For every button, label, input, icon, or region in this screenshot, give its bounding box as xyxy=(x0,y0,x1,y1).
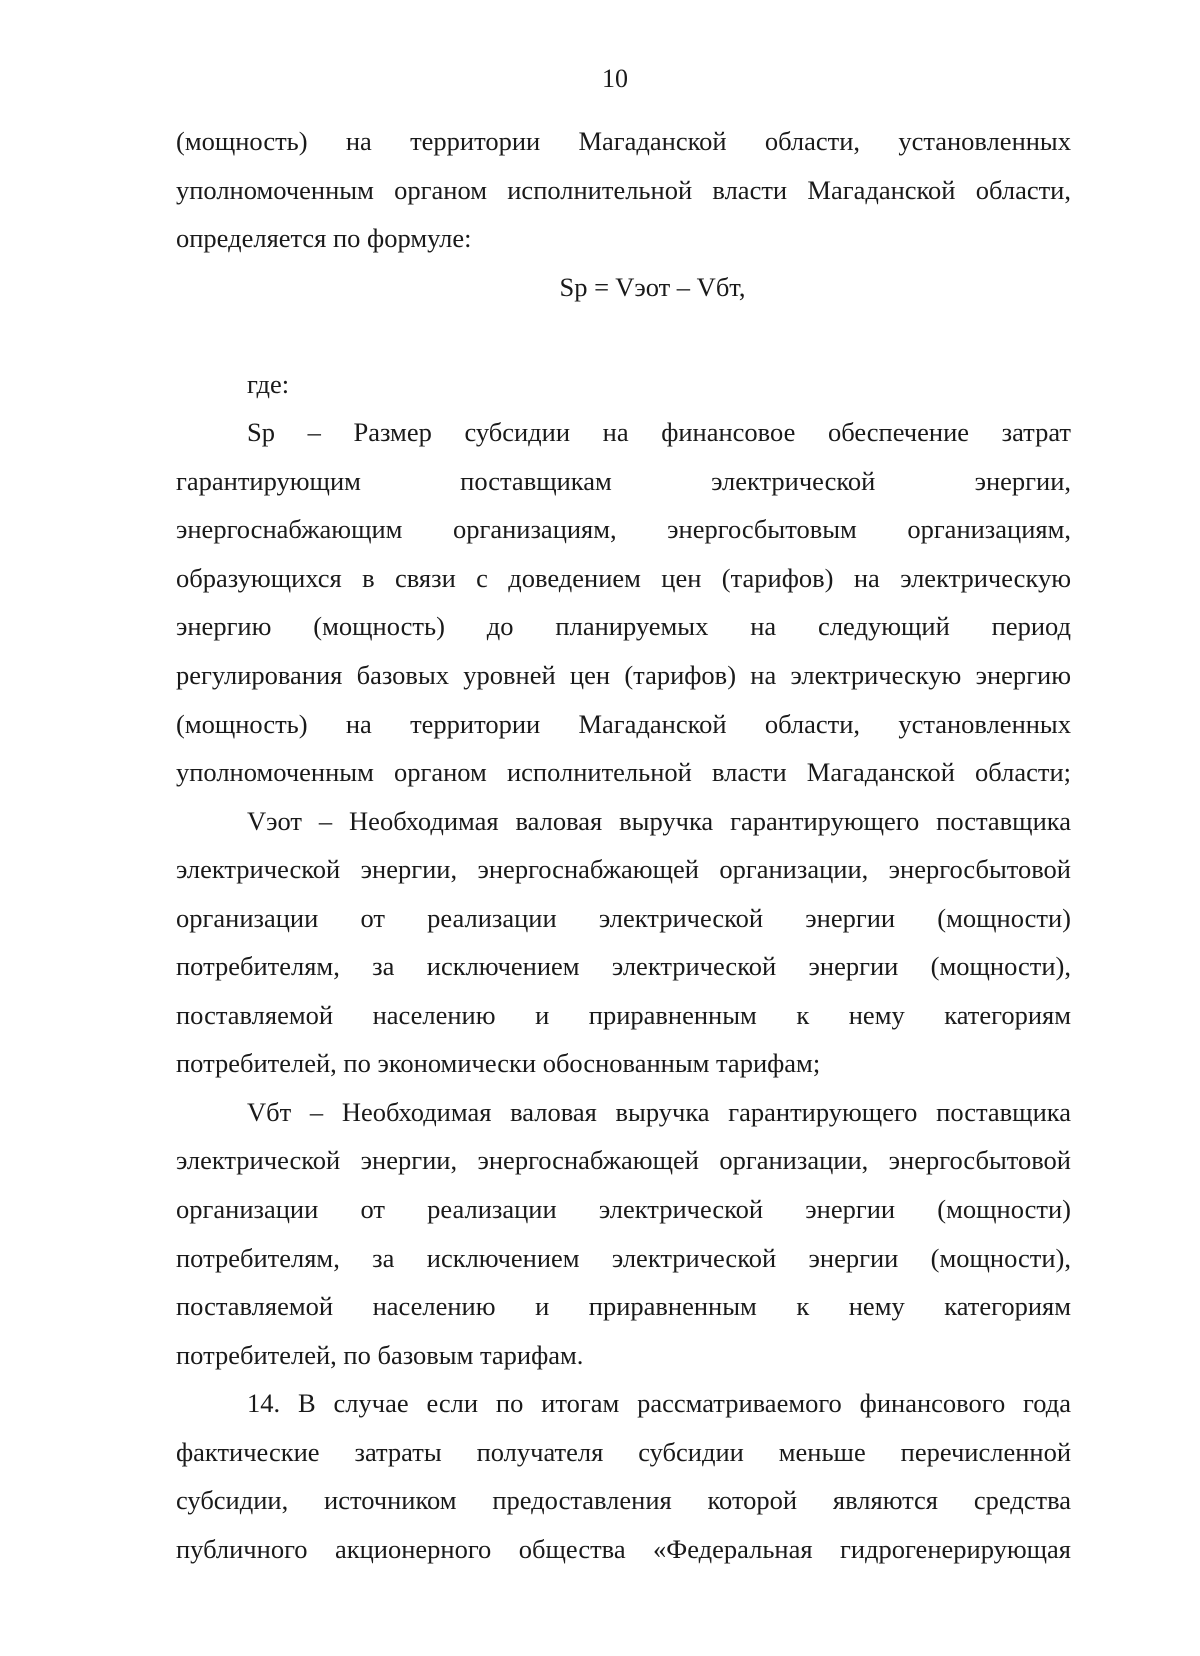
text-line: публичного акционерного общества «Федеральная гидрогенерирующая xyxy=(176,1533,1071,1564)
text-line: организации от реализации электрической энергии (мощности) xyxy=(176,902,1071,933)
text-line xyxy=(176,311,1071,360)
text-line: фактические затраты получателя субсидии меньше перечисленной xyxy=(176,1436,1071,1467)
text-line: 14. В случае если по итогам рассматриваемого финансового года xyxy=(247,1388,1071,1419)
text-line: потребителям, за исключением электрической энергии (мощности), xyxy=(176,951,1071,982)
text-line: поставляемой населению и приравненным к нему категориям xyxy=(176,999,1071,1030)
text-line: где: xyxy=(247,368,290,399)
text-line: Vэот – Необходимая валовая выручка гарантирующего поставщика xyxy=(247,805,1071,836)
text-line: (мощность) на территории Магаданской области, установленных xyxy=(176,126,1071,156)
text-line: регулирования базовых уровней цен (тарифов) на электрическую энергию xyxy=(176,660,1071,691)
text-line: электрической энергии, энергоснабжающей организации, энергосбытовой xyxy=(176,854,1071,885)
text-line: энергоснабжающим организациям, энергосбытовым организациям, xyxy=(176,514,1071,545)
text-line: электрической энергии, энергоснабжающей организации, энергосбытовой xyxy=(176,1145,1071,1176)
text-line: определяется по формуле: xyxy=(176,223,472,254)
text-line: Vбт – Необходимая валовая выручка гарантирующего поставщика xyxy=(247,1096,1071,1127)
text-line: потребителей, по экономически обоснованным тарифам; xyxy=(176,1048,821,1079)
text-line: потребителям, за исключением электрической энергии (мощности), xyxy=(176,1242,1071,1273)
text-line: уполномоченным органом исполнительной власти Магаданской области; xyxy=(176,757,1071,788)
text-line: (мощность) на территории Магаданской области, установленных xyxy=(176,708,1071,739)
page-number: 10 xyxy=(602,64,628,93)
text-line: уполномоченным органом исполнительной власти Магаданской области, xyxy=(176,174,1071,205)
formula-line: Sp = Vэот – Vбт, xyxy=(559,271,746,302)
text-line: образующихся в связи с доведением цен (тарифов) на электрическую xyxy=(176,562,1071,593)
text-line: энергию (мощность) до планируемых на следующий период xyxy=(176,611,1071,642)
text-line: субсидии, источником предоставления которой являются средства xyxy=(176,1485,1071,1516)
text-line: гарантирующим поставщикам электрической энергии, xyxy=(176,465,1071,496)
text-line: Sp – Размер субсидии на финансовое обеспечение затрат xyxy=(247,417,1071,448)
text-line: потребителей, по базовым тарифам. xyxy=(176,1339,584,1370)
document-body xyxy=(176,117,1071,1573)
text-line: поставляемой населению и приравненным к нему категориям xyxy=(176,1291,1071,1322)
text-line: организации от реализации электрической энергии (мощности) xyxy=(176,1194,1071,1225)
